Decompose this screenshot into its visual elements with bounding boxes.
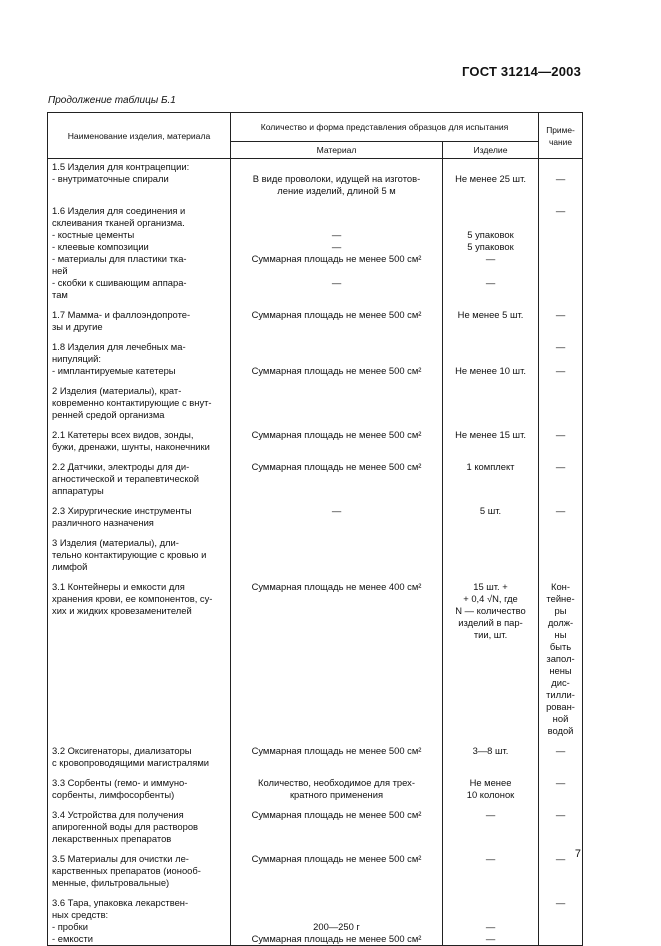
cell-name: - пробки xyxy=(48,921,231,933)
cell-material: Суммарная площадь не менее 500 см² xyxy=(231,301,443,333)
cell-note: Кон- тейне- ры долж- ны быть запол- нены дис- тилли- рован- ной водой xyxy=(539,573,583,737)
table-row xyxy=(48,737,583,769)
cell-item: Не менее 25 шт. xyxy=(443,173,539,197)
cell-name: - внутриматочные спирали xyxy=(48,173,231,197)
cell-material: — xyxy=(231,497,443,529)
cell-name: - материалы для пластики тка- ней xyxy=(48,253,231,277)
cell-name: 3.1 Контейнеры и емкости для хранения крови, ее компонентов, су- хих и жидких кровезаменителей xyxy=(48,573,231,737)
cell-item: 5 упаковок xyxy=(443,229,539,241)
table-row xyxy=(48,529,583,573)
table-row xyxy=(48,845,583,889)
cell-material: — xyxy=(231,277,443,301)
cell-note: — xyxy=(539,421,583,453)
cell-name: - емкости xyxy=(48,933,231,946)
cell-item xyxy=(443,333,539,365)
cell-material xyxy=(231,333,443,365)
cell-note xyxy=(539,229,583,241)
cell-note: — xyxy=(539,453,583,497)
cell-item: Не менее 5 шт. xyxy=(443,301,539,333)
table-row xyxy=(48,769,583,801)
cell-material xyxy=(231,377,443,421)
table-row xyxy=(48,933,583,946)
table-row xyxy=(48,497,583,529)
cell-item: 15 шт. + + 0,4 √N, где N — количество изделий в пар- тии, шт. xyxy=(443,573,539,737)
specimen-table xyxy=(47,112,583,946)
cell-name: 3 Изделия (материалы), дли- тельно контактирующие с кровью и лимфой xyxy=(48,529,231,573)
cell-note: — xyxy=(539,889,583,921)
cell-material: Суммарная площадь не менее 500 см² xyxy=(231,453,443,497)
header-material: Материал xyxy=(231,142,443,159)
cell-item xyxy=(443,529,539,573)
cell-item xyxy=(443,377,539,421)
table-row xyxy=(48,921,583,933)
cell-item: — xyxy=(443,845,539,889)
cell-item: Не менее 10 шт. xyxy=(443,365,539,377)
cell-name: 1.5 Изделия для контрацепции: xyxy=(48,159,231,174)
cell-material: Суммарная площадь не менее 500 см² xyxy=(231,845,443,889)
table-row xyxy=(48,241,583,253)
cell-note: — xyxy=(539,365,583,377)
cell-name: 1.6 Изделия для соединения и склеивания тканей организма. xyxy=(48,197,231,229)
cell-item: — xyxy=(443,921,539,933)
cell-item: 1 комплект xyxy=(443,453,539,497)
table-row xyxy=(48,333,583,365)
cell-item xyxy=(443,159,539,174)
cell-note xyxy=(539,529,583,573)
cell-item: 3—8 шт. xyxy=(443,737,539,769)
cell-note xyxy=(539,253,583,277)
table-row xyxy=(48,421,583,453)
cell-material: Суммарная площадь не менее 400 см² xyxy=(231,573,443,737)
cell-note: — xyxy=(539,173,583,197)
cell-material: — xyxy=(231,241,443,253)
cell-name: 3.3 Сорбенты (гемо- и иммуно- сорбенты, лимфосорбенты) xyxy=(48,769,231,801)
cell-item: — xyxy=(443,801,539,845)
header-note-label: Приме- чание xyxy=(546,124,575,147)
table-row xyxy=(48,573,583,737)
table-row xyxy=(48,159,583,174)
cell-name: 3.4 Устройства для получения апирогенной воды для растворов лекарственных препаратов xyxy=(48,801,231,845)
cell-item: Не менее 15 шт. xyxy=(443,421,539,453)
cell-item: 5 упаковок xyxy=(443,241,539,253)
table-row xyxy=(48,365,583,377)
table-body xyxy=(48,159,583,946)
cell-name: 2.1 Катетеры всех видов, зонды, бужи, дренажи, шунты, наконечники xyxy=(48,421,231,453)
table-row xyxy=(48,377,583,421)
cell-note xyxy=(539,277,583,301)
table-row xyxy=(48,453,583,497)
cell-name: 1.7 Маммa- и фаллоэндопроте- зы и другие xyxy=(48,301,231,333)
table-row xyxy=(48,253,583,277)
cell-material: Суммарная площадь не менее 500 см² xyxy=(231,253,443,277)
cell-name: 2 Изделия (материалы), крат- ковременно контактирующие с внут- ренней средой организма xyxy=(48,377,231,421)
cell-material xyxy=(231,159,443,174)
cell-name: - имплантируемые катетеры xyxy=(48,365,231,377)
cell-item: 5 шт. xyxy=(443,497,539,529)
header-group: Количество и форма представления образцов для испытания xyxy=(231,113,539,142)
table-row xyxy=(48,889,583,921)
cell-item xyxy=(443,889,539,921)
cell-name: 2.3 Хирургические инструменты различного назначения xyxy=(48,497,231,529)
header-name: Наименование изделия, материала xyxy=(48,113,231,159)
cell-name: 3.6 Тара, упаковка лекарствен- ных средств: xyxy=(48,889,231,921)
cell-name: 2.2 Датчики, электроды для ди- агностической и терапевтической аппаратуры xyxy=(48,453,231,497)
cell-note: — xyxy=(539,801,583,845)
cell-material: В виде проволоки, идущей на изготов- ление изделий, длиной 5 м xyxy=(231,173,443,197)
cell-name: - скобки к сшивающим аппара- там xyxy=(48,277,231,301)
cell-name: - клеевые композиции xyxy=(48,241,231,253)
cell-note xyxy=(539,921,583,933)
cell-note: — xyxy=(539,845,583,889)
cell-note: — xyxy=(539,769,583,801)
table-caption: Продолжение таблицы Б.1 xyxy=(48,95,176,106)
cell-material xyxy=(231,197,443,229)
page-number: 7 xyxy=(574,848,581,860)
table-row xyxy=(48,801,583,845)
cell-name: - костные цементы xyxy=(48,229,231,241)
cell-note xyxy=(539,377,583,421)
cell-item: — xyxy=(443,277,539,301)
cell-note: — xyxy=(539,333,583,365)
cell-material: Суммарная площадь не менее 500 см² xyxy=(231,801,443,845)
cell-note: — xyxy=(539,301,583,333)
cell-item: Не менее 10 колонок xyxy=(443,769,539,801)
cell-item: — xyxy=(443,253,539,277)
cell-material xyxy=(231,529,443,573)
cell-note: — xyxy=(539,737,583,769)
table-row xyxy=(48,277,583,301)
cell-material: Суммарная площадь не менее 500 см² xyxy=(231,421,443,453)
cell-note xyxy=(539,159,583,174)
cell-material xyxy=(231,889,443,921)
cell-item: — xyxy=(443,933,539,946)
cell-note xyxy=(539,241,583,253)
cell-name: 3.5 Материалы для очистки ле- карственных препаратов (ионооб- менные, фильтровальные) xyxy=(48,845,231,889)
table-row xyxy=(48,173,583,197)
header-item: Изделие xyxy=(443,142,539,159)
cell-material: Суммарная площадь не менее 500 см² xyxy=(231,933,443,946)
header-note xyxy=(539,113,583,159)
cell-material: — xyxy=(231,229,443,241)
cell-material: Суммарная площадь не менее 500 см² xyxy=(231,365,443,377)
table-row xyxy=(48,229,583,241)
cell-note xyxy=(539,933,583,946)
cell-note: — xyxy=(539,497,583,529)
cell-name: 1.8 Изделия для лечебных ма- нипуляций: xyxy=(48,333,231,365)
cell-note: — xyxy=(539,197,583,229)
cell-material: Суммарная площадь не менее 500 см² xyxy=(231,737,443,769)
table-row xyxy=(48,301,583,333)
table-row xyxy=(48,197,583,229)
cell-item xyxy=(443,197,539,229)
document-code: ГОСТ 31214—2003 xyxy=(462,64,581,79)
cell-material: 200—250 г xyxy=(231,921,443,933)
cell-name: 3.2 Оксигенаторы, диализаторы с кровопроводящими магистралями xyxy=(48,737,231,769)
cell-material: Количество, необходимое для трех- кратного применения xyxy=(231,769,443,801)
